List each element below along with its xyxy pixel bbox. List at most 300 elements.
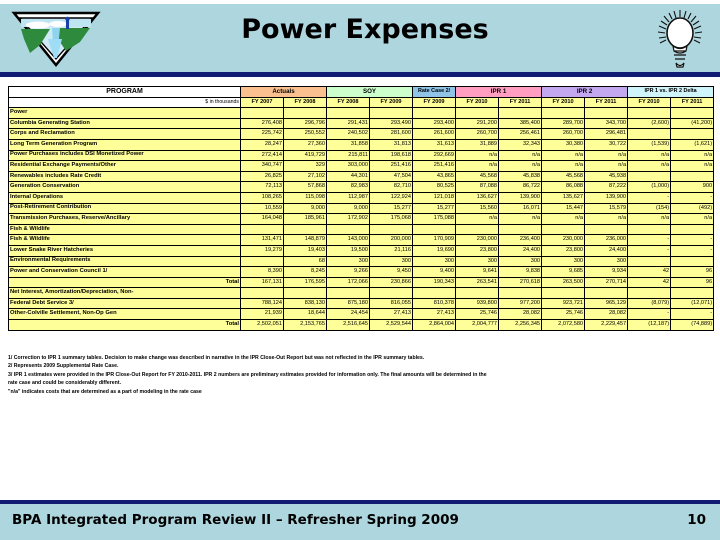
table-cell: 923,721 — [542, 298, 585, 309]
table-cell: 167,131 — [241, 277, 284, 288]
table-cell: 112,987 — [327, 192, 370, 203]
table-cell: (8,079) — [628, 298, 671, 309]
table-cell — [628, 288, 671, 299]
row-label: Total — [9, 277, 241, 288]
table-cell: 291,200 — [456, 118, 499, 129]
table-cell: (1,539) — [628, 139, 671, 150]
table-cell: 16,071 — [499, 203, 542, 214]
table-cell: 170,909 — [413, 235, 456, 246]
table-cell: n/a — [585, 150, 628, 161]
table-cell: 32,343 — [499, 139, 542, 150]
table-cell — [456, 224, 499, 235]
page-number: 10 — [687, 512, 706, 528]
column-header-year-0: FY 2007 — [241, 97, 284, 108]
table-cell: 965,129 — [585, 298, 628, 309]
table-cell: 300 — [456, 256, 499, 267]
table-body — [9, 108, 714, 330]
table-row — [9, 139, 714, 150]
table-cell — [585, 288, 628, 299]
table-cell: 272,414 — [241, 150, 284, 161]
table-cell: - — [628, 245, 671, 256]
table-cell — [241, 108, 284, 119]
table-cell: 172,902 — [327, 214, 370, 225]
row-label: Transmission Purchases, Reserve/Ancillary — [9, 214, 241, 225]
table-cell: 115,098 — [284, 192, 327, 203]
table-cell: 200,000 — [370, 235, 413, 246]
table-row — [9, 245, 714, 256]
table-cell: n/a — [542, 161, 585, 172]
table-cell: 900 — [671, 182, 714, 193]
table-cell: 340,747 — [241, 161, 284, 172]
row-label: Fish & Wildlife — [9, 235, 241, 246]
table-cell: 329 — [284, 161, 327, 172]
table-cell: (1,000) — [628, 182, 671, 193]
table-cell: 139,900 — [585, 192, 628, 203]
table-cell: 293,490 — [370, 118, 413, 129]
table-cell: 96 — [671, 267, 714, 278]
page-title: Power Expenses — [241, 14, 489, 45]
table-cell: 276,408 — [241, 118, 284, 129]
table-cell — [671, 108, 714, 119]
table-cell — [370, 224, 413, 235]
table-row — [9, 161, 714, 172]
table-cell — [542, 108, 585, 119]
table-cell: 19,500 — [327, 245, 370, 256]
table-cell: 19,279 — [241, 245, 284, 256]
group-header-ipr2: IPR 2 — [542, 87, 628, 98]
column-header-year-9: FY 2010 — [628, 97, 671, 108]
table-cell — [284, 288, 327, 299]
power-expenses-table — [8, 86, 714, 331]
table-cell: 236,400 — [499, 235, 542, 246]
footnote-3: 3/ IPR 1 estimates were provided in the IPR Close-Out Report for FY 2010-2011. IPR 2 numbers are preliminary estimates provided for information only. The final amounts will be determined in the — [8, 371, 487, 378]
column-header-year-7: FY 2010 — [542, 97, 585, 108]
row-label: Renewables includes Rate Credit — [9, 171, 241, 182]
column-header-year-2: FY 2008 — [327, 97, 370, 108]
table-cell: 2,864,004 — [413, 320, 456, 331]
table-cell — [671, 224, 714, 235]
table-cell: 108,265 — [241, 192, 284, 203]
table-cell: 87,222 — [585, 182, 628, 193]
table-cell: 121,018 — [413, 192, 456, 203]
table-cell: 300 — [413, 256, 456, 267]
table-cell: 82,983 — [327, 182, 370, 193]
table-cell: 293,400 — [413, 118, 456, 129]
table-cell — [241, 224, 284, 235]
table-cell: 300 — [499, 256, 542, 267]
table-cell: 251,416 — [413, 161, 456, 172]
table-cell: 10,559 — [241, 203, 284, 214]
table-header — [9, 87, 714, 108]
table-cell: 270,714 — [585, 277, 628, 288]
row-label: Columbia Generating Station — [9, 118, 241, 129]
table-cell: 9,450 — [370, 267, 413, 278]
table-cell — [327, 224, 370, 235]
table-cell: 9,641 — [456, 267, 499, 278]
table-cell: 300 — [585, 256, 628, 267]
table-cell: 72,113 — [241, 182, 284, 193]
row-label: Internal Operations — [9, 192, 241, 203]
table-row — [9, 108, 714, 119]
table-cell — [456, 288, 499, 299]
table-cell: n/a — [499, 150, 542, 161]
table-cell: (2,600) — [628, 118, 671, 129]
column-header-program: PROGRAM — [9, 87, 241, 98]
column-header-year-3: FY 2009 — [370, 97, 413, 108]
table-cell: - — [671, 192, 714, 203]
table-cell: 15,277 — [413, 203, 456, 214]
table-cell — [284, 224, 327, 235]
table-cell: n/a — [585, 161, 628, 172]
table-cell: 260,700 — [456, 129, 499, 140]
footnote-2: 2/ Represents 2009 Supplemental Rate Case. — [8, 363, 119, 370]
table-cell: 9,400 — [413, 267, 456, 278]
table-cell: (74,889) — [671, 320, 714, 331]
table-cell: 57,868 — [284, 182, 327, 193]
table-cell — [413, 224, 456, 235]
row-label: Net Interest, Amortization/Depreciation, Non- — [9, 288, 241, 299]
table-cell: 185,961 — [284, 214, 327, 225]
table-cell: 15,560 — [456, 203, 499, 214]
table-cell: 260,700 — [542, 129, 585, 140]
table-row — [9, 277, 714, 288]
row-label: Power and Conservation Council 1/ — [9, 267, 241, 278]
table-cell: 26,825 — [241, 171, 284, 182]
column-header-year-5: FY 2010 — [456, 97, 499, 108]
table-cell — [370, 288, 413, 299]
footnotes-block — [8, 354, 708, 396]
table-cell — [499, 224, 542, 235]
table-row — [9, 256, 714, 267]
table-cell: 87,088 — [456, 182, 499, 193]
table-cell: 2,256,345 — [499, 320, 542, 331]
row-label: Total — [9, 320, 241, 331]
table-cell: 385,400 — [499, 118, 542, 129]
table-cell — [370, 108, 413, 119]
table-cell: (41,200) — [671, 118, 714, 129]
table-cell: 28,082 — [585, 309, 628, 320]
table-cell: n/a — [628, 214, 671, 225]
table-cell: 289,700 — [542, 118, 585, 129]
table-cell — [241, 288, 284, 299]
table-cell — [499, 108, 542, 119]
column-header-year-8: FY 2011 — [585, 97, 628, 108]
table-cell: 2,529,544 — [370, 320, 413, 331]
table-cell: 45,568 — [542, 171, 585, 182]
table-cell: 131,471 — [241, 235, 284, 246]
table-cell: 21,939 — [241, 309, 284, 320]
table-cell — [628, 108, 671, 119]
group-header-ipr1: IPR 1 — [456, 87, 542, 98]
table-cell: n/a — [542, 214, 585, 225]
table-row — [9, 171, 714, 182]
column-header-year-6: FY 2011 — [499, 97, 542, 108]
table-cell: 45,838 — [499, 171, 542, 182]
table-cell: 810,378 — [413, 298, 456, 309]
table-cell — [241, 256, 284, 267]
table-cell: 9,685 — [542, 267, 585, 278]
header-divider — [0, 72, 720, 77]
table-cell — [671, 288, 714, 299]
table-cell: (12,187) — [628, 320, 671, 331]
table-cell: 24,454 — [327, 309, 370, 320]
footer-title: BPA Integrated Program Review II – Refresher Spring 2009 — [12, 512, 459, 528]
table-cell: 190,343 — [413, 277, 456, 288]
table-cell: 136,627 — [456, 192, 499, 203]
table-cell: 47,504 — [370, 171, 413, 182]
table-cell: 31,813 — [370, 139, 413, 150]
table-cell: 9,000 — [327, 203, 370, 214]
table-cell: - — [671, 309, 714, 320]
table-cell: 2,004,777 — [456, 320, 499, 331]
lightbulb-icon — [655, 8, 705, 70]
table-row — [9, 235, 714, 246]
table-cell: 176,595 — [284, 277, 327, 288]
table-cell: 8,390 — [241, 267, 284, 278]
footnote-na: "n/a" indicates costs that are determined as a part of modeling in the rate case — [8, 388, 202, 395]
power-expenses-table-container — [8, 86, 714, 331]
group-header-row — [9, 87, 714, 98]
group-header-soy: SOY — [327, 87, 413, 98]
table-cell: 256,461 — [499, 129, 542, 140]
table-cell: 230,000 — [542, 235, 585, 246]
table-cell: (1,621) — [671, 139, 714, 150]
table-cell: 80,525 — [413, 182, 456, 193]
table-cell: 172,066 — [327, 277, 370, 288]
table-cell: n/a — [671, 161, 714, 172]
table-cell: 261,600 — [413, 129, 456, 140]
table-row — [9, 288, 714, 299]
table-cell: n/a — [671, 214, 714, 225]
table-row — [9, 150, 714, 161]
table-cell: 303,000 — [327, 161, 370, 172]
table-cell: 292,669 — [413, 150, 456, 161]
row-label: Environmental Requirements — [9, 256, 241, 267]
footnote-1: 1/ Correction to IPR 1 summary tables. Decision to make change was described in narrative in the IPR Close-Out Report but was not reflected in the IPR summary tables. — [8, 355, 425, 361]
table-cell: 175,068 — [370, 214, 413, 225]
footnote-3-cont: rate case and could be considerably different. — [8, 380, 122, 387]
table-cell: 45,568 — [456, 171, 499, 182]
table-cell — [499, 288, 542, 299]
table-cell — [585, 224, 628, 235]
row-label: Other-Colville Settlement, Non-Op Gen — [9, 309, 241, 320]
table-cell: 164,048 — [241, 214, 284, 225]
table-cell: 27,360 — [284, 139, 327, 150]
row-label: Power — [9, 108, 241, 119]
table-cell: 42 — [628, 277, 671, 288]
table-row — [9, 224, 714, 235]
table-cell: 82,710 — [370, 182, 413, 193]
table-cell — [327, 108, 370, 119]
table-cell: n/a — [499, 161, 542, 172]
table-cell: 122,924 — [370, 192, 413, 203]
table-cell: n/a — [456, 150, 499, 161]
table-cell — [413, 288, 456, 299]
table-cell — [542, 288, 585, 299]
table-cell — [671, 129, 714, 140]
table-cell — [671, 256, 714, 267]
table-cell: 240,502 — [327, 129, 370, 140]
table-cell: 30,380 — [542, 139, 585, 150]
table-cell — [456, 108, 499, 119]
table-cell: 816,055 — [370, 298, 413, 309]
table-cell: 139,900 — [499, 192, 542, 203]
table-cell: - — [671, 235, 714, 246]
table-cell: 31,613 — [413, 139, 456, 150]
table-cell: (154) — [628, 203, 671, 214]
table-cell: 27,102 — [284, 171, 327, 182]
table-cell: 215,811 — [327, 150, 370, 161]
table-cell: 27,413 — [413, 309, 456, 320]
table-cell: n/a — [585, 214, 628, 225]
table-cell — [542, 224, 585, 235]
table-cell: 28,247 — [241, 139, 284, 150]
table-cell: 24,400 — [499, 245, 542, 256]
table-cell: n/a — [542, 150, 585, 161]
table-cell: 9,934 — [585, 267, 628, 278]
table-cell: 250,552 — [284, 129, 327, 140]
table-cell: n/a — [628, 150, 671, 161]
table-cell: 281,600 — [370, 129, 413, 140]
table-cell: 25,746 — [456, 309, 499, 320]
table-row — [9, 320, 714, 331]
table-cell — [628, 129, 671, 140]
table-cell: 19,403 — [284, 245, 327, 256]
table-cell — [327, 288, 370, 299]
table-cell: 263,500 — [542, 277, 585, 288]
table-cell: 300 — [542, 256, 585, 267]
table-cell: 30,722 — [585, 139, 628, 150]
table-row — [9, 129, 714, 140]
table-cell: 42 — [628, 267, 671, 278]
group-header-delta: IPR 1 vs. IPR 2 Delta — [628, 87, 714, 98]
table-cell: 296,796 — [284, 118, 327, 129]
table-cell: 15,579 — [585, 203, 628, 214]
table-cell: 15,447 — [542, 203, 585, 214]
table-cell: n/a — [499, 214, 542, 225]
table-row — [9, 192, 714, 203]
table-cell — [413, 108, 456, 119]
row-label: Fish & Wildlife — [9, 224, 241, 235]
table-cell: 68 — [284, 256, 327, 267]
row-label: Residential Exchange Payments/Other — [9, 161, 241, 172]
table-cell: 9,838 — [499, 267, 542, 278]
table-cell: (492) — [671, 203, 714, 214]
table-cell: 419,729 — [284, 150, 327, 161]
row-label: Federal Debt Service 3/ — [9, 298, 241, 309]
column-header-year-1: FY 2008 — [284, 97, 327, 108]
table-cell: 148,879 — [284, 235, 327, 246]
table-cell: 300 — [370, 256, 413, 267]
table-cell: n/a — [456, 161, 499, 172]
table-cell: 24,400 — [585, 245, 628, 256]
table-cell: 96 — [671, 277, 714, 288]
table-cell: 31,858 — [327, 139, 370, 150]
table-cell: 25,746 — [542, 309, 585, 320]
units-label: $ in thousands — [9, 97, 241, 108]
group-header-actuals: Actuals — [241, 87, 327, 98]
table-cell: 18,644 — [284, 309, 327, 320]
table-cell — [671, 171, 714, 182]
table-row — [9, 203, 714, 214]
table-cell: 44,301 — [327, 171, 370, 182]
table-row — [9, 182, 714, 193]
table-cell: 838,130 — [284, 298, 327, 309]
table-cell: n/a — [628, 161, 671, 172]
table-cell: 225,742 — [241, 129, 284, 140]
table-cell: - — [628, 235, 671, 246]
table-cell: 270,618 — [499, 277, 542, 288]
table-cell: 198,618 — [370, 150, 413, 161]
row-label: Power Purchases includes DSI Monetized Power — [9, 150, 241, 161]
table-cell: 15,277 — [370, 203, 413, 214]
table-cell: 43,865 — [413, 171, 456, 182]
table-cell: 143,000 — [327, 235, 370, 246]
table-cell — [284, 108, 327, 119]
table-row — [9, 309, 714, 320]
table-row — [9, 267, 714, 278]
table-cell: 19,690 — [413, 245, 456, 256]
table-cell: n/a — [456, 214, 499, 225]
row-label: Corps and Reclamation — [9, 129, 241, 140]
table-cell: 251,416 — [370, 161, 413, 172]
table-cell: 2,516,645 — [327, 320, 370, 331]
table-cell: 2,229,457 — [585, 320, 628, 331]
table-cell: 2,153,765 — [284, 320, 327, 331]
table-cell: 28,082 — [499, 309, 542, 320]
table-cell: - — [628, 309, 671, 320]
row-label: Generation Conservation — [9, 182, 241, 193]
table-cell: (12,071) — [671, 298, 714, 309]
table-cell: 21,116 — [370, 245, 413, 256]
table-cell: 9,000 — [284, 203, 327, 214]
table-cell: 2,502,051 — [241, 320, 284, 331]
table-cell: 230,000 — [456, 235, 499, 246]
row-label: Long Term Generation Program — [9, 139, 241, 150]
year-header-row — [9, 97, 714, 108]
table-cell: 45,938 — [585, 171, 628, 182]
table-cell: 300 — [327, 256, 370, 267]
column-header-year-10: FY 2011 — [671, 97, 714, 108]
table-cell — [585, 108, 628, 119]
column-header-year-4: FY 2009 — [413, 97, 456, 108]
table-cell: 86,088 — [542, 182, 585, 193]
table-cell: 23,800 — [456, 245, 499, 256]
table-cell: 23,800 — [542, 245, 585, 256]
table-cell: 291,431 — [327, 118, 370, 129]
table-cell: 230,866 — [370, 277, 413, 288]
table-cell: 875,180 — [327, 298, 370, 309]
table-cell: n/a — [671, 150, 714, 161]
table-cell: 135,627 — [542, 192, 585, 203]
table-cell: 2,072,580 — [542, 320, 585, 331]
table-row — [9, 214, 714, 225]
table-cell: 8,245 — [284, 267, 327, 278]
table-row — [9, 118, 714, 129]
table-cell: 343,700 — [585, 118, 628, 129]
row-label: Lower Snake River Hatcheries — [9, 245, 241, 256]
table-cell: 939,800 — [456, 298, 499, 309]
table-cell: 263,541 — [456, 277, 499, 288]
table-cell: 977,200 — [499, 298, 542, 309]
table-row — [9, 298, 714, 309]
bpa-triangle-logo — [10, 9, 102, 67]
table-cell — [628, 256, 671, 267]
table-cell: 788,124 — [241, 298, 284, 309]
row-label: Post-Retirement Contribution — [9, 203, 241, 214]
table-cell — [628, 224, 671, 235]
table-cell: 175,088 — [413, 214, 456, 225]
